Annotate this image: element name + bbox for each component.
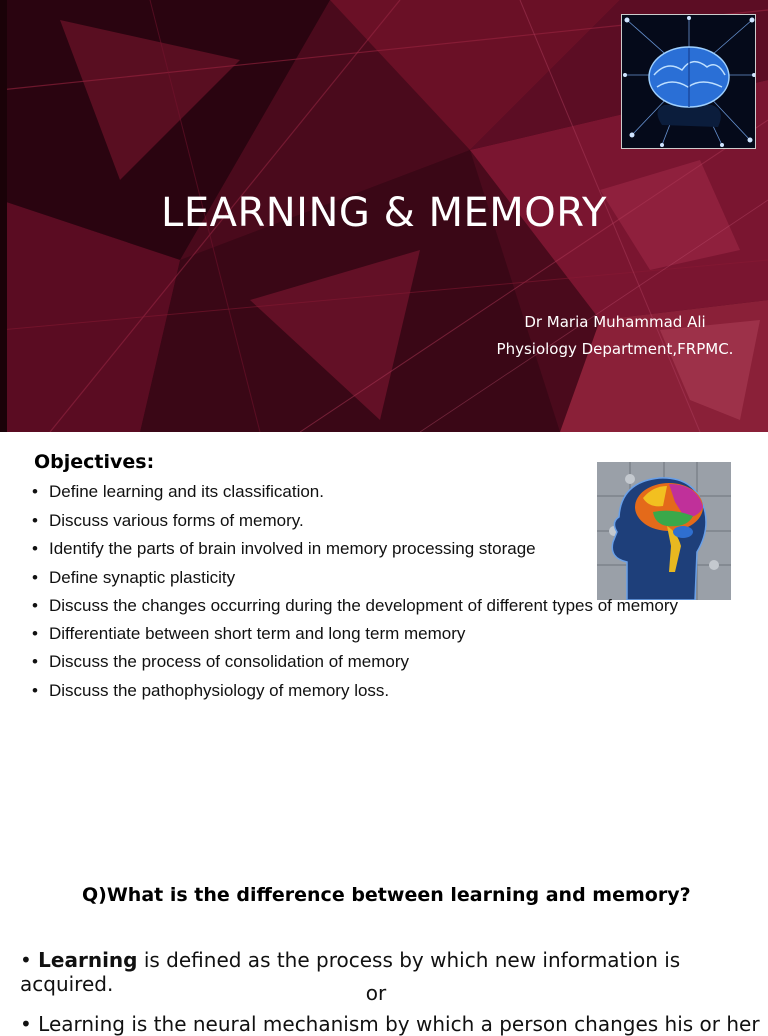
title-slide (0, 0, 768, 432)
objectives-slide (0, 432, 768, 792)
list-item: • Identify the parts of brain involved in memory processing storage (32, 539, 536, 558)
definition-text: Learning is the neural mechanism by which a person changes his or her (38, 1012, 760, 1036)
objectives-list (30, 482, 710, 709)
list-item: • Discuss the process of consolidation of memory (32, 652, 409, 671)
brain-network-image (621, 14, 756, 149)
department-name: Physiology Department,FRPMC. (496, 340, 734, 358)
brain-icon (622, 15, 756, 149)
author-name: Dr Maria Muhammad Ali (524, 313, 706, 331)
bullet-dot: • (20, 1012, 32, 1036)
second-definition (20, 1012, 760, 1036)
list-item: • Discuss the pathophysiology of memory loss. (32, 680, 390, 700)
slide-title: LEARNING & MEMORY (161, 190, 607, 236)
or-separator: or (365, 981, 387, 1005)
definition-text: is defined as the process by which new information is acquired. (20, 948, 681, 996)
question-heading: Q)What is the difference between learning and memory? (82, 884, 691, 906)
list-item: • Discuss various forms of memory. (32, 510, 304, 530)
bullet-dot: • (20, 948, 32, 972)
list-item: • Differentiate between short term and long term memory (32, 623, 466, 643)
list-item: • Define synaptic plasticity (32, 567, 236, 587)
list-item: • Define learning and its classification. (32, 482, 324, 501)
learning-term: Learning (38, 948, 138, 972)
definition-slide (0, 850, 768, 1036)
objectives-heading: Objectives: (34, 451, 155, 473)
list-item: • Discuss the changes occurring during the development of different types of memory (32, 596, 679, 615)
